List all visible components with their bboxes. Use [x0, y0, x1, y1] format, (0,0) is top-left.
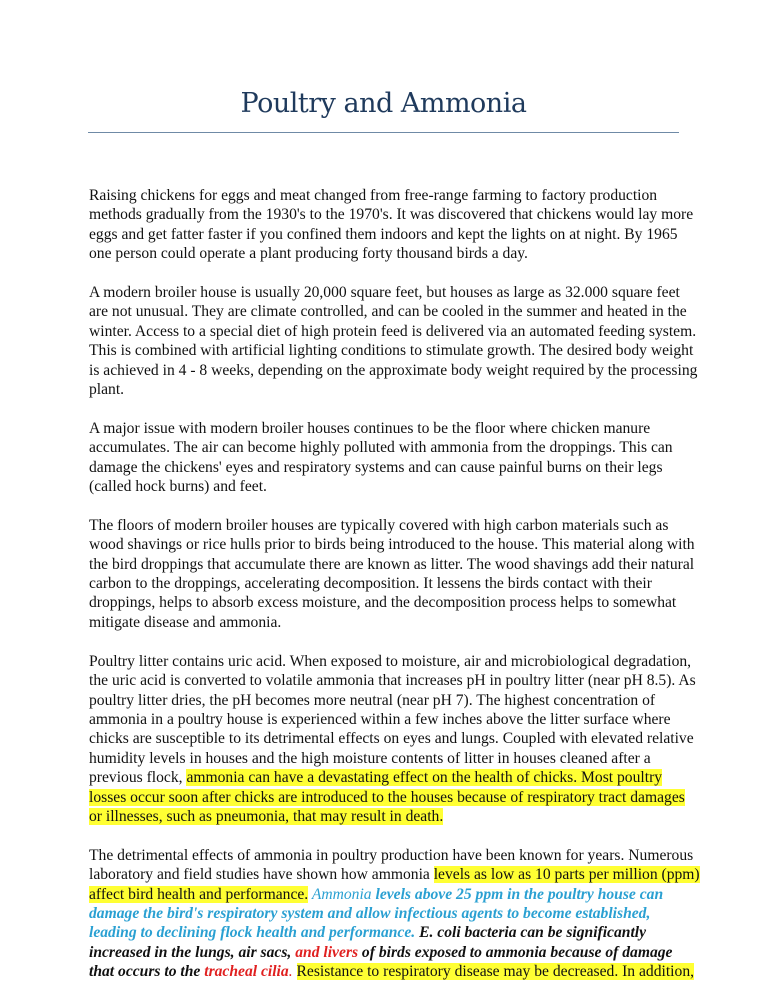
page-title: Poultry and Ammonia [240, 88, 527, 119]
paragraph-3: A major issue with modern broiler houses continues to be the floor where chicken manure accumulates. The air can become highly polluted with ammonia from the droppings. This can damage the chickens' eyes and respiratory systems and can cause painful burns on their legs (called hock burns) and feet. [89, 419, 673, 496]
title-underline-rule [88, 132, 679, 133]
blue-bold-italic-text: levels above 25 ppm in the poultry house can damage the bird's respiratory system and allow infectious agents to become established, leading to declining flock health and performance. [89, 885, 664, 942]
paragraph-4: The floors of modern broiler houses are typically covered with high carbon materials such as wood shavings or rice hulls prior to birds being introduced to the house. This material along with the bird droppings that accumulate there are known as litter. The wood shavings add their natural carbon to the droppings, accelerating decomposition. It lessens the birds contact with their droppings, helps to absorb excess moisture, and the decomposition process helps to somewhat mitigate disease and ammonia. [89, 516, 695, 631]
document-body [89, 186, 701, 1001]
red-bold-italic-text: and livers [295, 943, 359, 961]
highlighted-text: levels as low as 10 parts per million (ppm) affect bird health and performance. [89, 866, 700, 903]
paragraph-6-text: The detrimental effects of ammonia in poultry production have been known for years. Numerous laboratory and field studies have shown how ammonia [89, 846, 694, 884]
paragraph-6 [89, 846, 701, 982]
blue-italic-text: Ammonia [308, 885, 372, 903]
red-period: . [288, 963, 293, 981]
red-bold-italic-text: tracheal cilia [204, 963, 289, 981]
paragraph-1: Raising chickens for eggs and meat changed from free-range farming to factory production methods gradually from the 1930's to the 1970's. It was discovered that chickens would lay more eggs and get fatter faster if you confined them indoors and kept the lights on at night. By 1965 one person could operate a plant producing forty thousand birds a day. [89, 187, 694, 263]
bold-italic-text: E. coli bacteria can be significantly increased in the lungs, air sacs, [89, 924, 647, 961]
highlighted-text: Resistance to respiratory disease may be decreased. In addition, [296, 963, 695, 981]
paragraph-2: A modern broiler house is usually 20,000 square feet, but houses as large as 32.000 square feet are not unusual. They are climate controlled, and can be cooled in the summer and heated in the winter. Access to a special diet of high protein feed is delivered via an automated feeding system. This is combined with artificial lighting conditions to stimulate growth. The desired body weight is achieved in 4 - 8 weeks, depending on the approximate body weight required by the processing plant. [89, 284, 698, 399]
bold-italic-text: of birds exposed to ammonia because of damage that occurs to the [89, 943, 673, 981]
highlighted-text: ammonia can have a devastating effect on the health of chicks. Most poultry losses occur soon after chicks are introduced to the houses because of respiratory tract damages or illnesses, such as pneumonia, that may result in death. [89, 769, 685, 825]
paragraph-5-text: Poultry litter contains uric acid. When exposed to moisture, air and microbiological degradation, the uric acid is converted to volatile ammonia that increases pH in poultry litter (near pH 8.5). As poultry litter dries, the pH becomes more neutral (near pH 7). The highest concentration of ammonia in a poultry house is experienced within a few inches above the litter surface where chicks are susceptible to its detrimental effects on eyes and lungs. Coupled with elevated relative humidity levels in houses and the high moisture contents of litter in houses cleaned after a previous flock, [89, 652, 696, 787]
space [293, 963, 297, 980]
paragraph-5 [89, 652, 701, 827]
